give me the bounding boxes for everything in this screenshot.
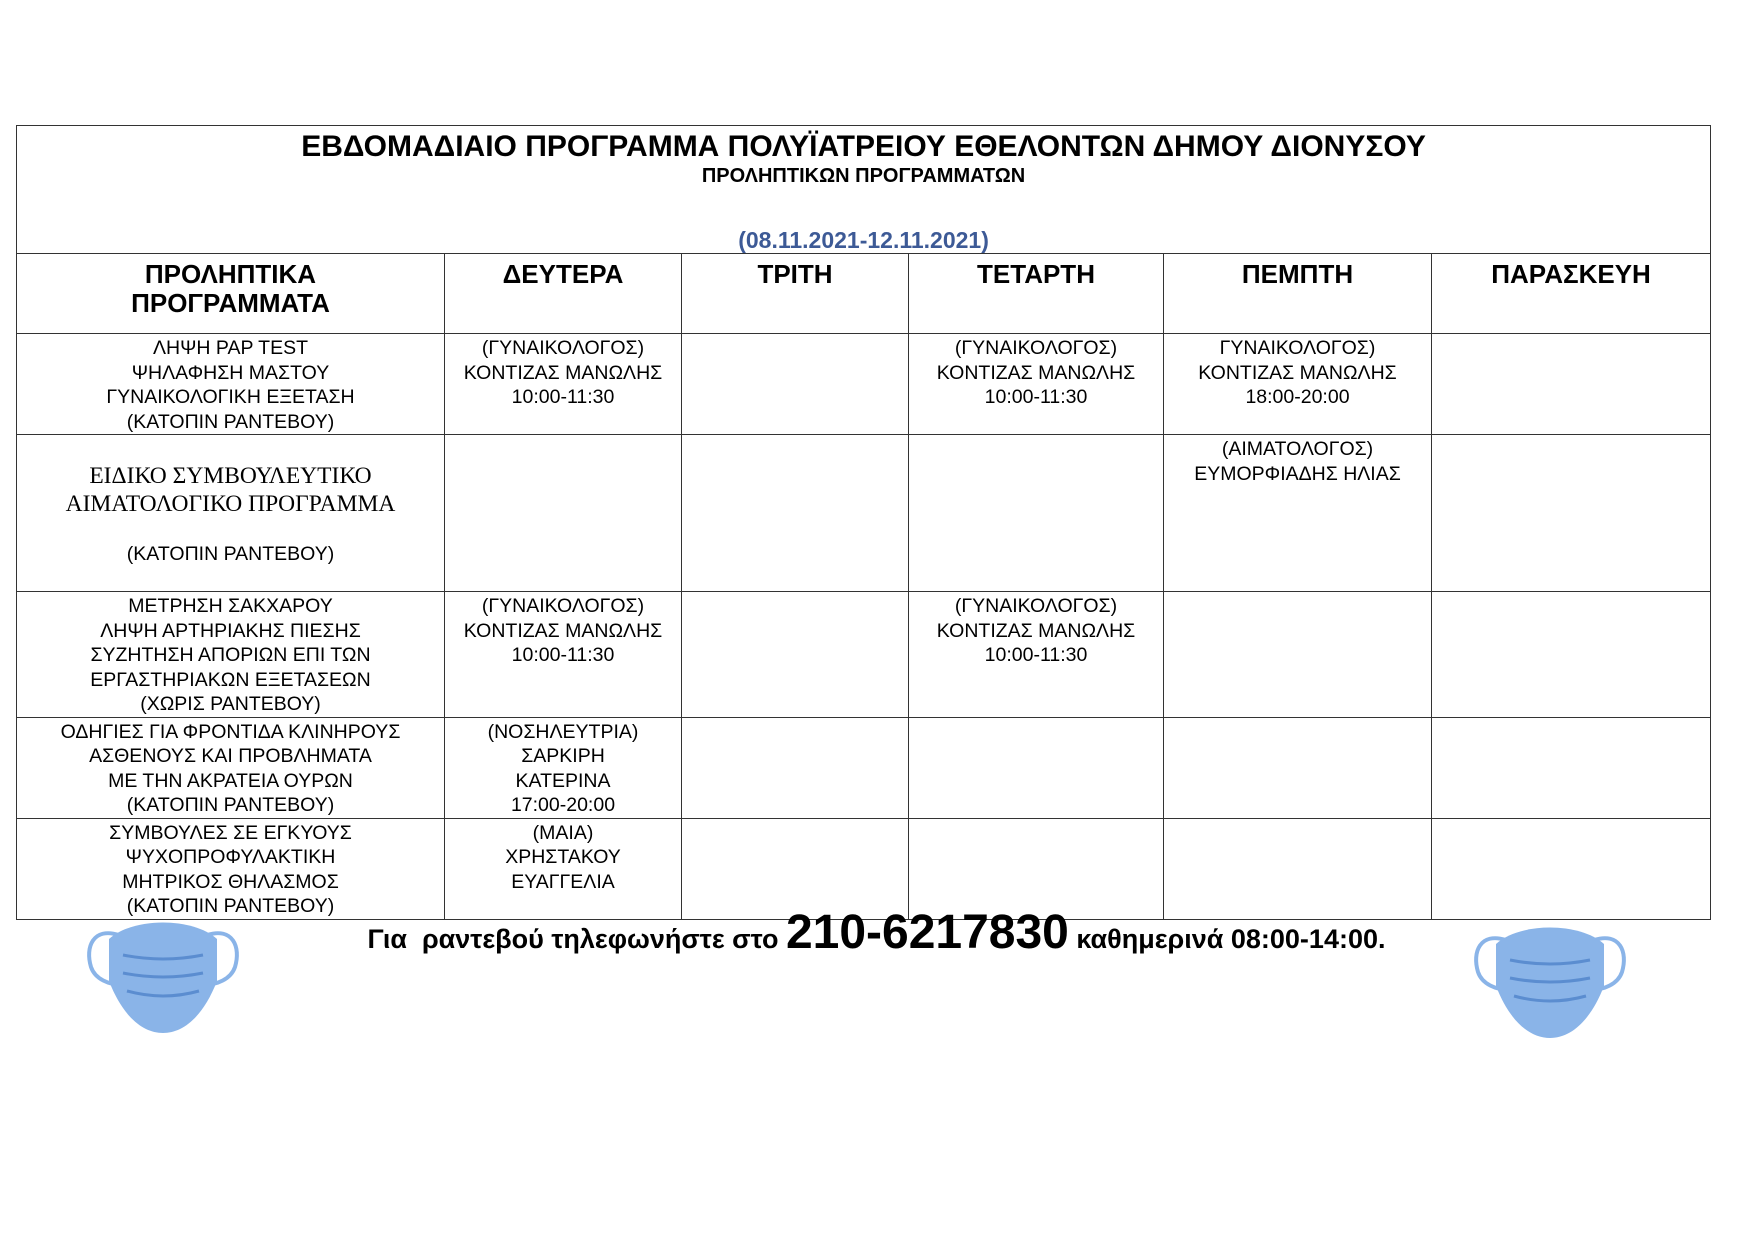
table-row xyxy=(17,435,1711,592)
table-row xyxy=(17,592,1711,718)
schedule-cell-thursday: (ΑΙΜΑΤΟΛΟΓΟΣ) ΕΥΜΟΡΦΙΑΔΗΣ ΗΛΙΑΣ xyxy=(1164,435,1432,592)
schedule-cell-wednesday: (ΓΥΝΑΙΚΟΛΟΓΟΣ) ΚΟΝΤΙΖΑΣ ΜΑΝΩΛΗΣ 10:00-11:30 xyxy=(909,592,1164,718)
title-row xyxy=(17,126,1711,254)
phone-number: 210-6217830 xyxy=(785,906,1069,959)
schedule-cell-friday xyxy=(1432,818,1711,919)
schedule-cell-tuesday xyxy=(682,435,909,592)
program-title: ΕΙΔΙΚΟ ΣΥΜΒΟΥΛΕΥΤΙΚΟ ΑΙΜΑΤΟΛΟΓΙΚΟ ΠΡΟΓΡΑΜΜΑ xyxy=(65,462,396,517)
schedule-cell-monday: (ΜΑΙΑ) ΧΡΗΣΤΑΚΟΥ ΕΥΑΓΓΕΛΙΑ xyxy=(445,818,682,919)
table-row xyxy=(17,818,1711,919)
schedule-cell-wednesday xyxy=(909,717,1164,818)
schedule-cell-tuesday xyxy=(682,717,909,818)
program-note: (ΚΑΤΟΠΙΝ ΡΑΝΤΕΒΟΥ) xyxy=(126,543,335,565)
schedule-table xyxy=(16,125,1711,920)
column-header-wednesday: ΤΕΤΑΡΤΗ xyxy=(909,254,1164,334)
schedule-cell-wednesday xyxy=(909,818,1164,919)
page-title: ΕΒΔΟΜΑΔΙΑΙΟ ΠΡΟΓΡΑΜΜΑ ΠΟΛΥΪΑΤΡΕΙΟΥ ΕΘΕΛΟΝΤΩΝ ΔΗΜΟΥ ΔΙΟΝΥΣΟΥ xyxy=(301,130,1426,163)
schedule-cell-friday xyxy=(1432,717,1711,818)
program-cell: ΜΕΤΡΗΣΗ ΣΑΚΧΑΡΟΥ ΛΗΨΗ ΑΡΤΗΡΙΑΚΗΣ ΠΙΕΣΗΣ ΣΥΖΗΤΗΣΗ ΑΠΟΡΙΩΝ ΕΠΙ ΤΩΝ ΕΡΓΑΣΤΗΡΙΑΚΩΝ ΕΞΕΤΑΣΕΩΝ (ΧΩΡΙΣ ΡΑΝΤΕΒΟΥ) xyxy=(17,592,445,718)
table-row xyxy=(17,717,1711,818)
schedule-cell-tuesday xyxy=(682,334,909,435)
schedule-cell-friday xyxy=(1432,435,1711,592)
schedule-cell-tuesday xyxy=(682,818,909,919)
appointment-prefix: Για ραντεβού τηλεφωνήστε στο xyxy=(367,924,786,954)
schedule-cell-thursday xyxy=(1164,592,1432,718)
date-range: (08.11.2021-12.11.2021) xyxy=(738,227,989,253)
page-subtitle: ΠΡΟΛΗΠΤΙΚΩΝ ΠΡΟΓΡΑΜΜΑΤΩΝ xyxy=(701,165,1026,187)
schedule-cell-monday: (ΓΥΝΑΙΚΟΛΟΓΟΣ) ΚΟΝΤΙΖΑΣ ΜΑΝΩΛΗΣ 10:00-11:30 xyxy=(445,334,682,435)
column-header-friday: ΠΑΡΑΣΚΕΥΗ xyxy=(1432,254,1711,334)
column-header-monday: ΔΕΥΤΕΡΑ xyxy=(445,254,682,334)
program-cell: ΣΥΜΒΟΥΛΕΣ ΣΕ ΕΓΚΥΟΥΣ ΨΥΧΟΠΡΟΦΥΛΑΚΤΙΚΗ ΜΗΤΡΙΚΟΣ ΘΗΛΑΣΜΟΣ (ΚΑΤΟΠΙΝ ΡΑΝΤΕΒΟΥ) xyxy=(17,818,445,919)
schedule-cell-monday: (ΝΟΣΗΛΕΥΤΡΙΑ) ΣΑΡΚΙΡΗ ΚΑΤΕΡΙΝΑ 17:00-20:00 xyxy=(445,717,682,818)
title-cell xyxy=(17,126,1711,254)
schedule-cell-monday xyxy=(445,435,682,592)
column-header-programs: ΠΡΟΛΗΠΤΙΚΑ ΠΡΟΓΡΑΜΜΑΤΑ xyxy=(17,254,445,334)
column-header-tuesday: ΤΡΙΤΗ xyxy=(682,254,909,334)
appointment-hours: καθημερινά 08:00-14:00. xyxy=(1068,924,1386,954)
schedule-cell-tuesday xyxy=(682,592,909,718)
header-row xyxy=(17,254,1711,334)
table-row xyxy=(17,334,1711,435)
schedule-cell-thursday xyxy=(1164,818,1432,919)
appointment-info xyxy=(0,905,1753,967)
schedule-cell-friday xyxy=(1432,592,1711,718)
schedule-cell-friday xyxy=(1432,334,1711,435)
schedule-cell-monday: (ΓΥΝΑΙΚΟΛΟΓΟΣ) ΚΟΝΤΙΖΑΣ ΜΑΝΩΛΗΣ 10:00-11:30 xyxy=(445,592,682,718)
schedule-cell-thursday: ΓΥΝΑΙΚΟΛΟΓΟΣ) ΚΟΝΤΙΖΑΣ ΜΑΝΩΛΗΣ 18:00-20:00 xyxy=(1164,334,1432,435)
program-cell xyxy=(17,435,445,592)
program-cell: ΛΗΨΗ PAP TEST ΨΗΛΑΦΗΣΗ ΜΑΣΤΟΥ ΓΥΝΑΙΚΟΛΟΓΙΚΗ ΕΞΕΤΑΣΗ (ΚΑΤΟΠΙΝ ΡΑΝΤΕΒΟΥ) xyxy=(17,334,445,435)
schedule-cell-wednesday: (ΓΥΝΑΙΚΟΛΟΓΟΣ) ΚΟΝΤΙΖΑΣ ΜΑΝΩΛΗΣ 10:00-11:30 xyxy=(909,334,1164,435)
program-cell: ΟΔΗΓΙΕΣ ΓΙΑ ΦΡΟΝΤΙΔΑ ΚΛΙΝΗΡΟΥΣ ΑΣΘΕΝΟΥΣ ΚΑΙ ΠΡΟΒΛΗΜΑΤΑ ΜΕ ΤΗΝ ΑΚΡΑΤΕΙΑ ΟΥΡΩΝ (ΚΑΤΟΠΙΝ ΡΑΝΤΕΒΟΥ) xyxy=(17,717,445,818)
column-header-thursday: ΠΕΜΠΤΗ xyxy=(1164,254,1432,334)
schedule-cell-thursday xyxy=(1164,717,1432,818)
schedule-cell-wednesday xyxy=(909,435,1164,592)
